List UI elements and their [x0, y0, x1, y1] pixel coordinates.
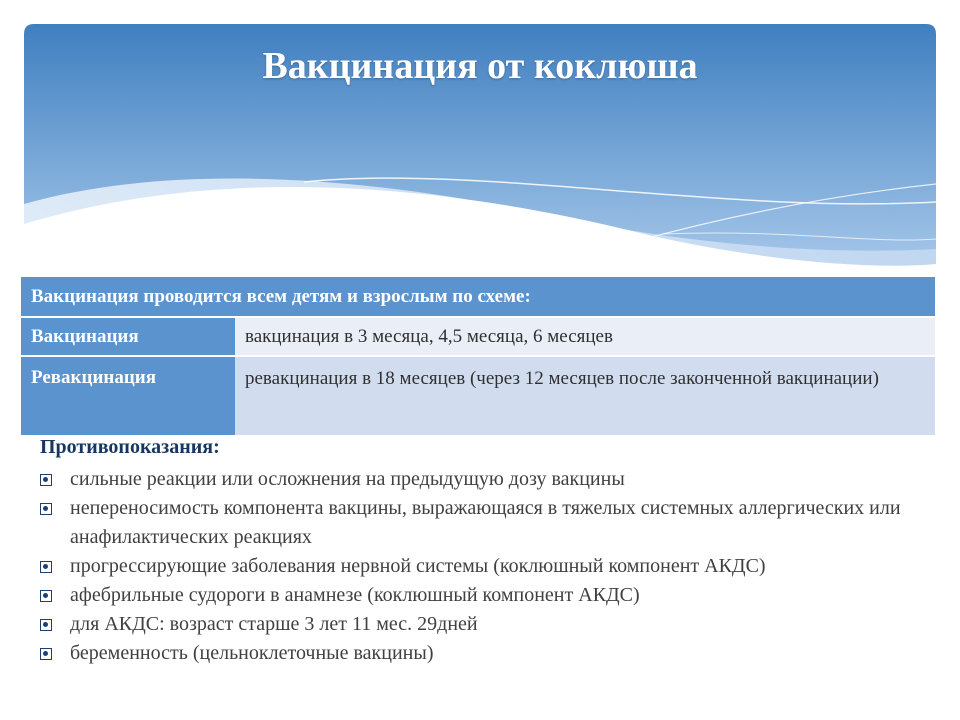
table-header-cell: Вакцинация проводится всем детям и взрослым по схеме: — [21, 277, 935, 317]
row-value: ревакцинация в 18 месяцев (через 12 месяцев после законченной вакцинации) — [235, 356, 935, 435]
square-bullet-icon — [40, 590, 52, 602]
square-bullet-icon — [40, 619, 52, 631]
square-bullet-icon — [40, 561, 52, 573]
list-item-text: сильные реакции или осложнения на предыдущую дозу вакцины — [70, 468, 625, 490]
contraindications-list — [40, 465, 930, 668]
square-bullet-icon — [40, 503, 52, 515]
square-bullet-icon — [40, 648, 52, 660]
list-item — [40, 639, 930, 668]
row-value: вакцинация в 3 месяца, 4,5 месяца, 6 месяцев — [235, 317, 935, 356]
table-header-row — [21, 277, 935, 317]
contraindications-heading: Противопоказания: — [40, 436, 220, 458]
list-item-text: афебрильные судороги в анамнезе (коклюшный компонент АКДС) — [70, 584, 640, 606]
list-item-text: для АКДС: возраст старше 3 лет 11 мес. 29дней — [70, 613, 478, 635]
list-item — [40, 610, 930, 639]
table-row — [21, 317, 935, 356]
slide-title: Вакцинация от коклюша — [262, 45, 698, 87]
row-label: Вакцинация — [21, 317, 235, 356]
list-item — [40, 581, 930, 610]
list-item-text: беременность (цельноклеточные вакцины) — [70, 642, 434, 664]
vaccination-scheme-table — [21, 277, 935, 435]
list-item — [40, 552, 930, 581]
row-label: Ревакцинация — [21, 356, 235, 435]
list-item — [40, 494, 930, 552]
contraindications-section — [40, 436, 930, 668]
list-item-text: непереносимость компонента вакцины, выражающаяся в тяжелых системных аллергических или анафилактических реакциях — [70, 497, 901, 548]
list-item-text: прогрессирующие заболевания нервной системы (коклюшный компонент АКДС) — [70, 555, 766, 577]
list-item — [40, 465, 930, 494]
square-bullet-icon — [40, 474, 52, 486]
table-row — [21, 356, 935, 435]
